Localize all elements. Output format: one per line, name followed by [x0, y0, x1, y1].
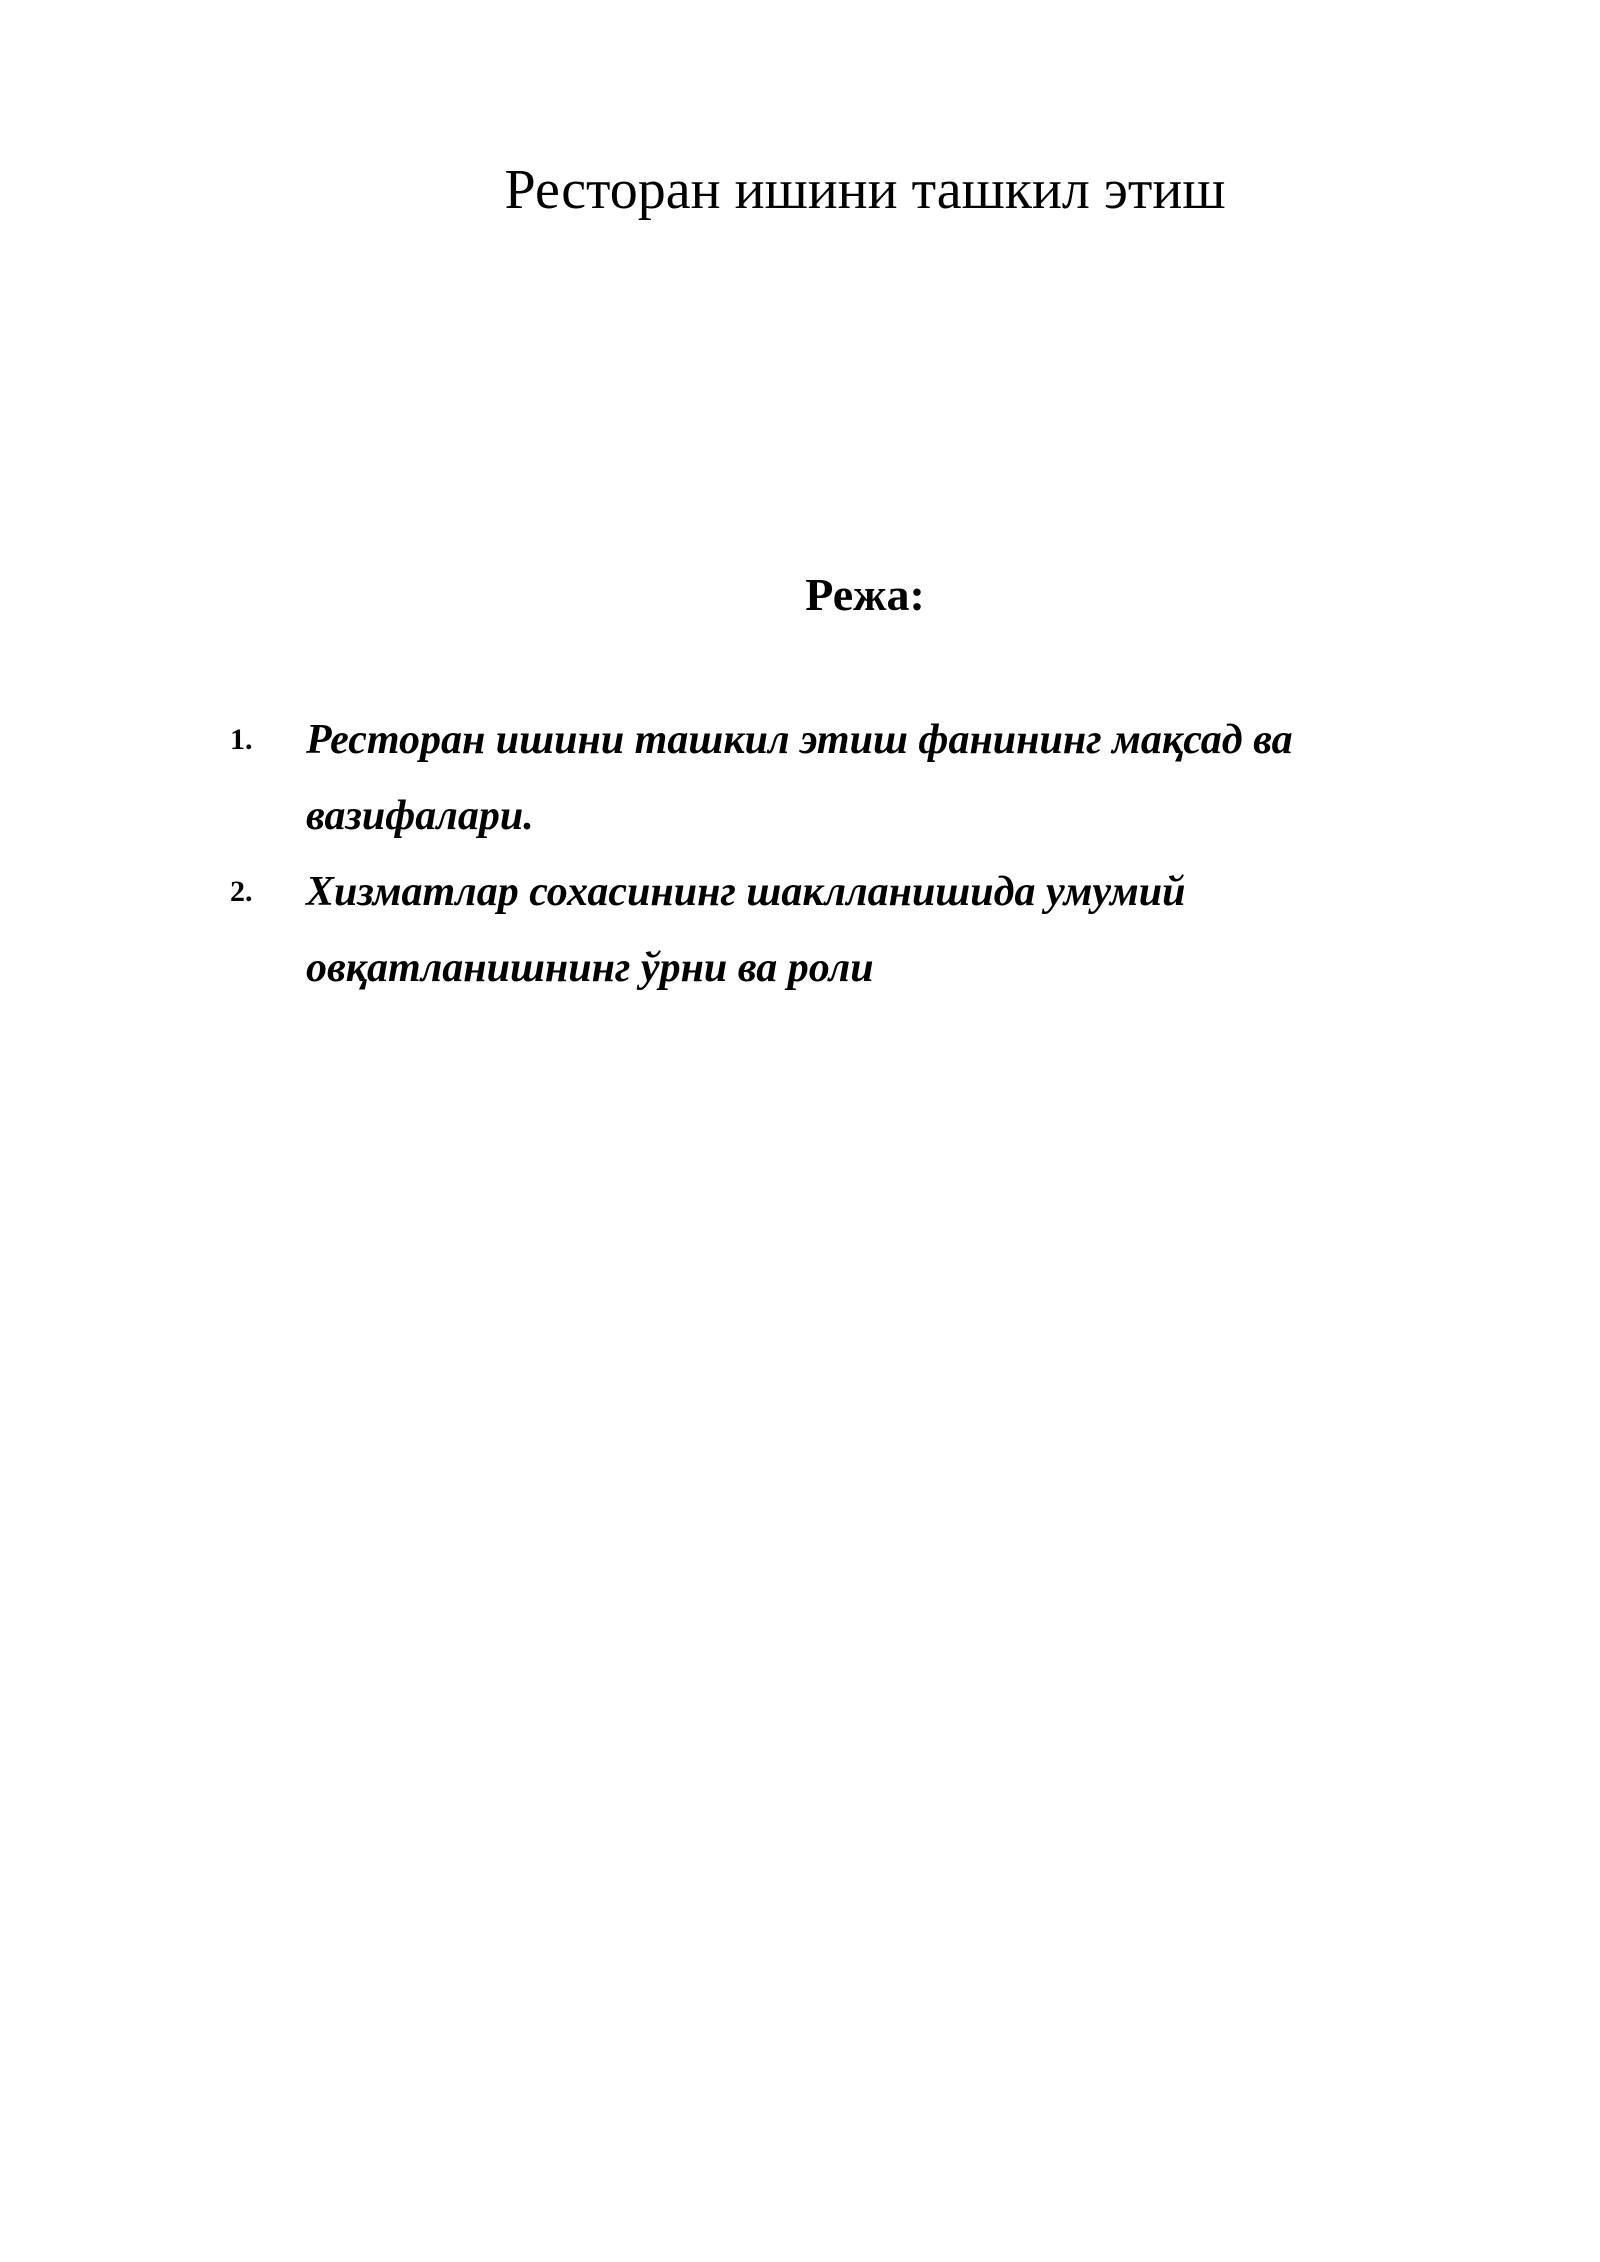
plan-item-text-line-2: вазифалари.: [306, 793, 534, 839]
plan-heading: Режа:: [805, 569, 925, 620]
document-title: Ресторан ишини ташкил этиш: [504, 159, 1226, 221]
plan-list: [230, 702, 1380, 1006]
plan-item-text-line-1: Хизматлар сохасининг шаклланишида умумий: [306, 869, 1186, 915]
plan-item-2: [230, 854, 1380, 1006]
plan-item-text-line-2: овқатланишнинг ўрни ва роли: [306, 945, 874, 991]
plan-item-number: 1.: [230, 723, 253, 756]
plan-item-1: [230, 702, 1380, 854]
plan-item-text-line-1: Ресторан ишини ташкил этиш фанининг мақсад ва: [306, 717, 1293, 763]
plan-item-number: 2.: [230, 875, 253, 908]
